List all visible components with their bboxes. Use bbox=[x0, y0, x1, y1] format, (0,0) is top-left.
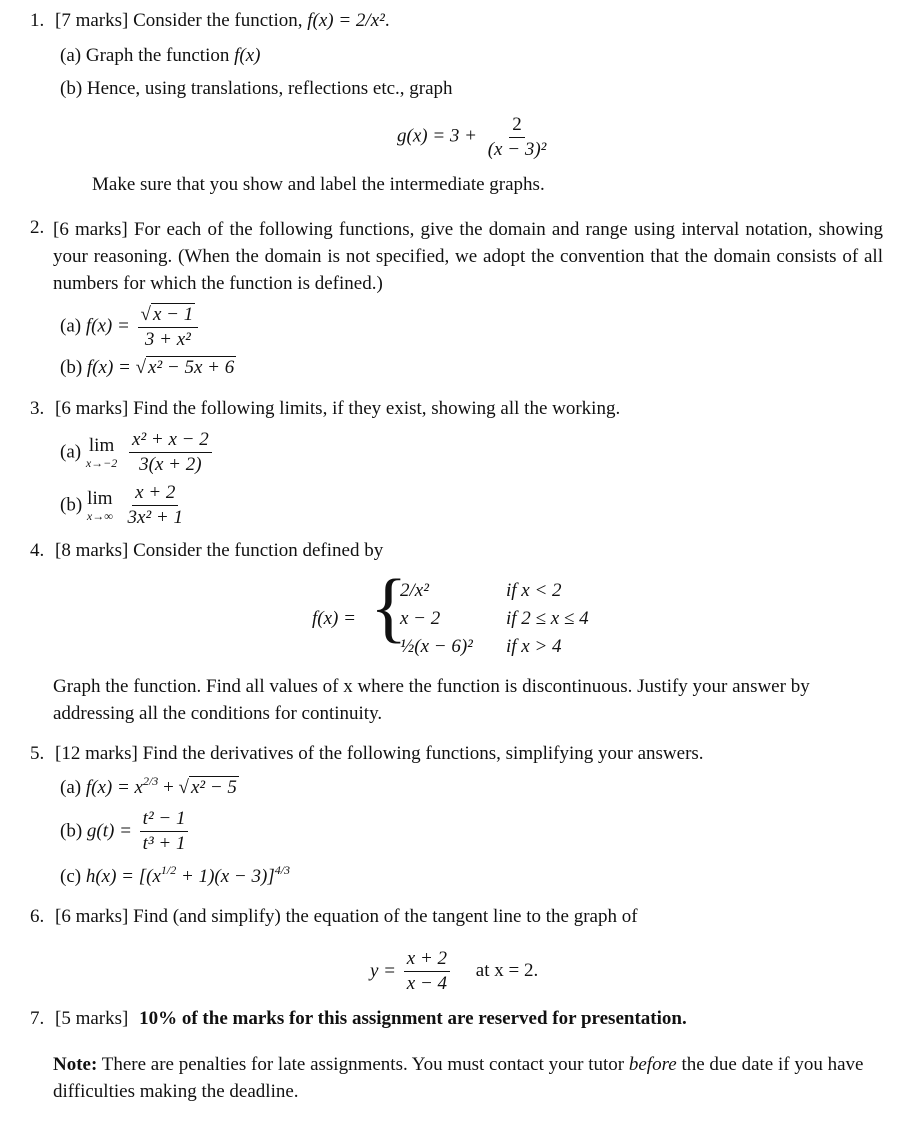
q3a-denominator: 3(x + 2) bbox=[139, 453, 202, 475]
q3a-numerator: x² + x − 2 bbox=[129, 429, 212, 453]
q1-note: Make sure that you show and label the intermediate graphs. bbox=[92, 174, 545, 195]
q4-lhs: f(x) = bbox=[312, 608, 356, 629]
q3a-subscript: x→−2 bbox=[85, 455, 118, 470]
q5c-exponent-1: 1/2 bbox=[160, 863, 177, 877]
note-emphasis: before bbox=[628, 1054, 677, 1075]
q1-g-lhs: g(x) = 3 + bbox=[397, 125, 477, 147]
q5a-radicand: x² − 5 bbox=[190, 777, 237, 798]
q3b-numerator: x + 2 bbox=[132, 482, 178, 506]
q5a-label: (a) bbox=[60, 777, 82, 798]
q3-number: 3. bbox=[30, 398, 45, 419]
q5a-exponent: 2/3 bbox=[142, 774, 159, 788]
note-text-2: the due date if you have difficulties making the deadline. bbox=[53, 1054, 864, 1102]
q5a-lhs: f(x) = x bbox=[85, 777, 143, 798]
q4-case-2-cond: if 2 ≤ x ≤ 4 bbox=[506, 608, 589, 629]
q5c-rest: + 1)(x − 3)] bbox=[181, 866, 275, 887]
q6-lhs: y = bbox=[370, 960, 397, 982]
q4-number: 4. bbox=[30, 540, 45, 561]
q5c-expr: h(x) = [(x bbox=[85, 866, 161, 887]
q4-text2: Graph the function. Find all values of x where the function is discontinuous. Justify your answer by addressing all the conditions for continuity. bbox=[53, 676, 810, 724]
q4-case-3-expr: ½(x − 6)² bbox=[400, 636, 473, 657]
q1-g-equation bbox=[397, 114, 552, 161]
q3b-subscript: x→∞ bbox=[86, 508, 113, 523]
q4-case-1-cond: if x < 2 bbox=[506, 580, 562, 601]
q1b-label: (b) bbox=[60, 78, 83, 99]
q5b-denominator: t³ + 1 bbox=[142, 832, 186, 854]
q6-numerator: x + 2 bbox=[404, 948, 450, 972]
q2-marks: [6 marks] bbox=[53, 219, 128, 240]
q2-number: 2. bbox=[30, 217, 45, 238]
q2a-numerator: x − 1 bbox=[152, 304, 194, 325]
q3-text: Find the following limits, if they exist, showing all the working. bbox=[133, 398, 621, 419]
q5b-label: (b) bbox=[60, 820, 83, 842]
q5-marks: [12 marks] bbox=[55, 743, 138, 764]
q1-number: 1. bbox=[30, 10, 45, 31]
q1-g-numerator: 2 bbox=[509, 114, 525, 138]
q5c-exponent-2: 4/3 bbox=[274, 863, 291, 877]
q2a-label: (a) bbox=[60, 315, 82, 337]
q1-function: f(x) = 2/x² bbox=[307, 10, 385, 31]
q3b-lim: lim bbox=[87, 487, 113, 509]
q6-at: at x = 2. bbox=[475, 960, 539, 982]
q2b-lhs: f(x) = bbox=[86, 357, 131, 378]
q7-text: 10% of the marks for this assignment are reserved for presentation. bbox=[139, 1008, 687, 1029]
q6-number: 6. bbox=[30, 906, 45, 927]
left-brace: { bbox=[370, 563, 408, 650]
q6-marks: [6 marks] bbox=[55, 906, 129, 927]
q3a-label: (a) bbox=[60, 441, 82, 463]
q4-case-1-expr: 2/x² bbox=[400, 580, 429, 601]
q4-case-3-cond: if x > 4 bbox=[506, 636, 562, 657]
q5c-label: (c) bbox=[60, 866, 82, 887]
q5b-numerator: t² − 1 bbox=[140, 808, 189, 832]
q3-marks: [6 marks] bbox=[55, 398, 129, 419]
q6-text: Find (and simplify) the equation of the tangent line to the graph of bbox=[133, 906, 638, 927]
q3b-label: (b) bbox=[60, 494, 83, 516]
q5a-plus: + bbox=[163, 777, 174, 798]
q5-number: 5. bbox=[30, 743, 45, 764]
note-text-1: There are penalties for late assignments. You must contact your tutor bbox=[101, 1054, 625, 1075]
q4-case-2-expr: x − 2 bbox=[400, 608, 441, 629]
late-note bbox=[53, 1051, 883, 1105]
q1-text: Consider the function, bbox=[133, 10, 303, 31]
q2b-radicand: x² − 5x + 6 bbox=[148, 357, 235, 378]
q7-number: 7. bbox=[30, 1008, 45, 1029]
q7-marks: [5 marks] bbox=[55, 1008, 129, 1029]
q2a-lhs: f(x) = bbox=[85, 315, 130, 337]
q5-text: Find the derivatives of the following functions, simplifying your answers. bbox=[142, 743, 704, 764]
q6-denominator: x − 4 bbox=[406, 972, 448, 994]
q4-marks: [8 marks] bbox=[55, 540, 129, 561]
q1a-label: (a) bbox=[60, 45, 82, 66]
q1a-function: f(x) bbox=[234, 45, 261, 66]
note-label: Note: bbox=[53, 1054, 98, 1075]
q1b-text: Hence, using translations, reflections etc., graph bbox=[86, 78, 453, 99]
q1-g-denominator: (x − 3)² bbox=[487, 138, 547, 160]
q2-text: For each of the following functions, give the domain and range using interval notation, showing your reasoning. (When the domain is not specified, we adopt the convention that the domain consists of all numbers for which the function is defined.) bbox=[53, 219, 883, 294]
q1-marks: [7 marks] bbox=[55, 10, 129, 31]
q2b-label: (b) bbox=[60, 357, 83, 378]
q3a-lim: lim bbox=[88, 434, 115, 456]
q2a-denominator: 3 + x² bbox=[144, 328, 191, 350]
q1a-text: Graph the function bbox=[85, 45, 230, 66]
q5b-lhs: g(t) = bbox=[86, 820, 132, 842]
q3b-denominator: 3x² + 1 bbox=[127, 506, 183, 528]
q4-text: Consider the function defined by bbox=[133, 540, 384, 561]
